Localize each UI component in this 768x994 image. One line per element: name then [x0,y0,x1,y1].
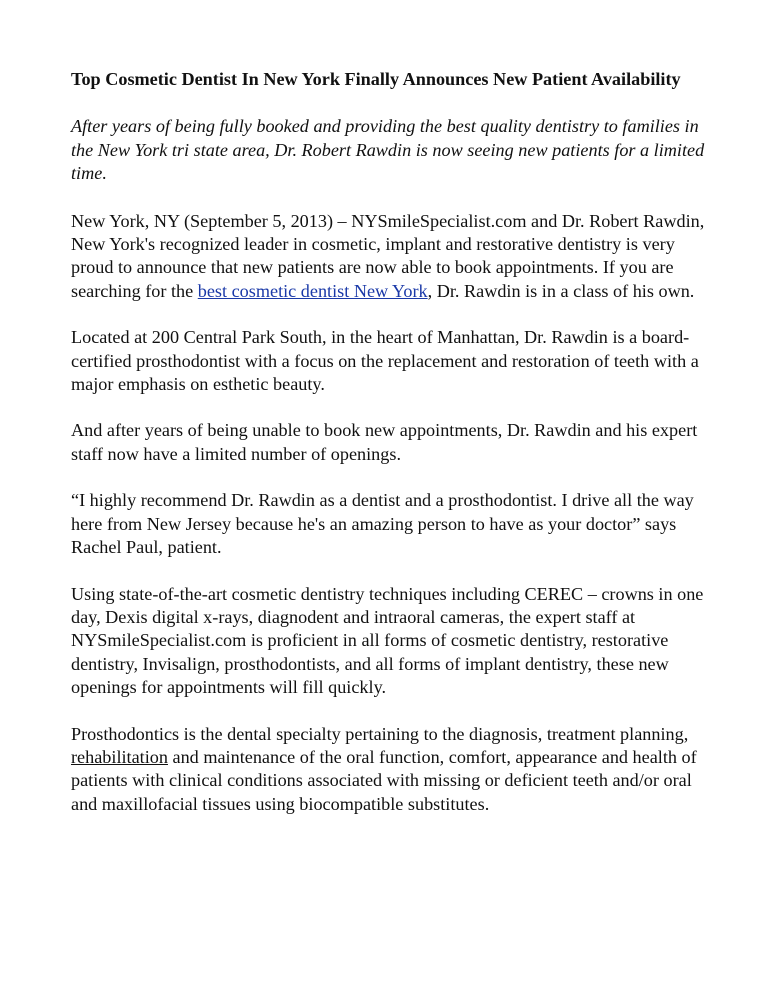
paragraph-intro [71,210,711,304]
rehabilitation-link[interactable]: rehabilitation [71,746,168,767]
paragraph-intro-text-before: New York, NY (September 5, 2013) – NYSmileSpecialist.com and Dr. Robert Rawdin, New York's recognized leader in cosmetic, implant and restorative dentistry is very proud to announce that new patients are now able to book appointments. If you are searching for the [71,210,705,301]
paragraph-techniques: Using state-of-the-art cosmetic dentistry techniques including CEREC – crowns in one day, Dexis digital x-rays, diagnodent and intraoral cameras, the expert staff at NYSmileSpecialist.com is proficient in all forms of cosmetic dentistry, restorative dentistry, Invisalign, prosthodontists, and all forms of implant dentistry, these new openings for appointments will fill quickly. [71,583,704,698]
paragraph-prosthodontics-text-before: Prosthodontics is the dental specialty pertaining to the diagnosis, treatment planning, [71,723,689,744]
lead-paragraph: After years of being fully booked and providing the best quality dentistry to families in the New York tri state area, Dr. Robert Rawdin is now seeing new patients for a limited time. [71,116,705,184]
paragraph-location: Located at 200 Central Park South, in the heart of Manhattan, Dr. Rawdin is a board-certified prosthodontist with a focus on the replacement and restoration of teeth with a major emphasis on esthetic beauty. [71,327,699,395]
paragraph-prosthodontics [71,723,711,817]
paragraph-testimonial: “I highly recommend Dr. Rawdin as a dentist and a prosthodontist. I drive all the way here from New Jersey because he's an amazing person to have as your doctor” says Rachel Paul, patient. [71,490,694,558]
paragraph-prosthodontics-text-after: and maintenance of the oral function, comfort, appearance and health of patients with clinical conditions associated with missing or deficient teeth and/or oral and maxillofacial tissues using biocompatible substitutes. [71,746,697,814]
document-title: Top Cosmetic Dentist In New York Finally Announces New Patient Availability [71,69,681,89]
paragraph-openings: And after years of being unable to book new appointments, Dr. Rawdin and his expert staff now have a limited number of openings. [71,420,698,464]
document-page [71,68,711,839]
paragraph-intro-text-after: , Dr. Rawdin is in a class of his own. [427,280,695,301]
best-cosmetic-dentist-link[interactable]: best cosmetic dentist New York [197,280,428,301]
